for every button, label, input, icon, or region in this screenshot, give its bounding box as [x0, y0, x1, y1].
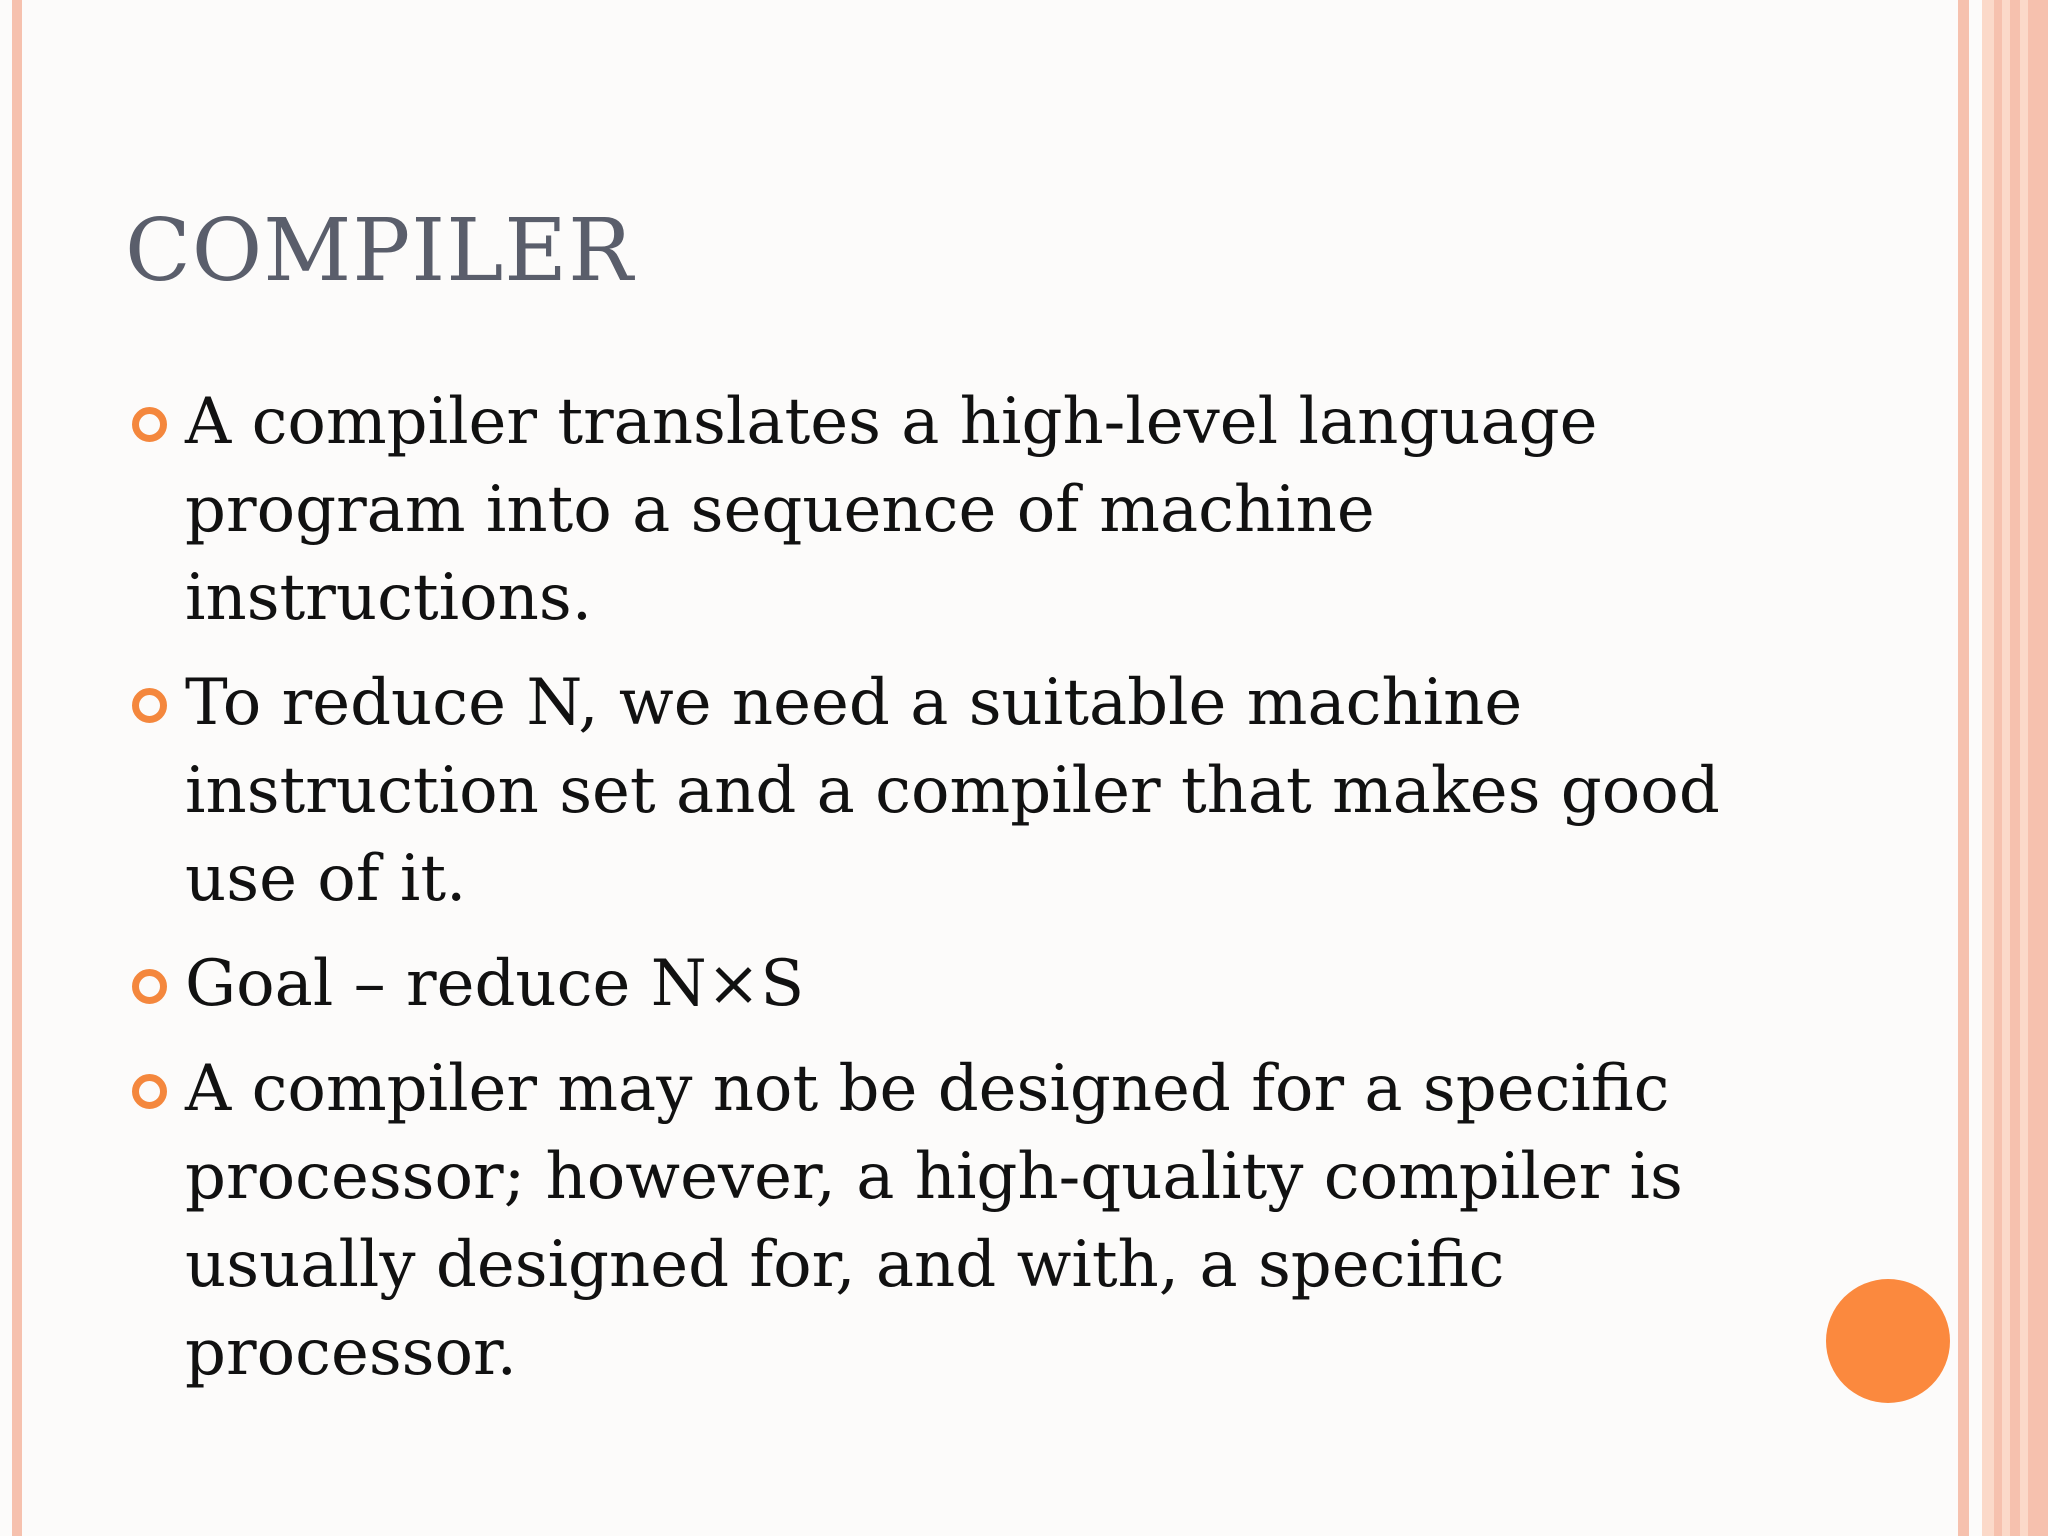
bullet-list	[0, 378, 1900, 1414]
right-border-stripe	[2028, 0, 2048, 1536]
bullet-item	[0, 378, 1785, 642]
bullet-item	[0, 1045, 1785, 1397]
right-border-stripe	[1994, 0, 2002, 1536]
hollow-circle-bullet-icon	[132, 969, 167, 1004]
orange-circle-decoration	[1826, 1279, 1950, 1403]
bullet-text: A compiler translates a high-level language program into a sequence of machine instructions.	[185, 385, 1598, 635]
bullet-text: Goal – reduce N×S	[185, 947, 805, 1021]
bullet-text: A compiler may not be designed for a specific processor; however, a high-quality compiler is usually designed for, and with, a specific processor.	[185, 1052, 1683, 1390]
hollow-circle-bullet-icon	[132, 1074, 167, 1109]
right-border-stripe	[2010, 0, 2020, 1536]
bullet-text: To reduce N, we need a suitable machine instruction set and a compiler that makes good use of it.	[185, 666, 1720, 916]
right-border-stripe	[1958, 0, 1969, 1536]
bullet-item	[0, 940, 1785, 1028]
hollow-circle-bullet-icon	[132, 407, 167, 442]
bullet-item	[0, 659, 1785, 923]
slide-title: COMPILER	[125, 201, 634, 301]
hollow-circle-bullet-icon	[132, 688, 167, 723]
